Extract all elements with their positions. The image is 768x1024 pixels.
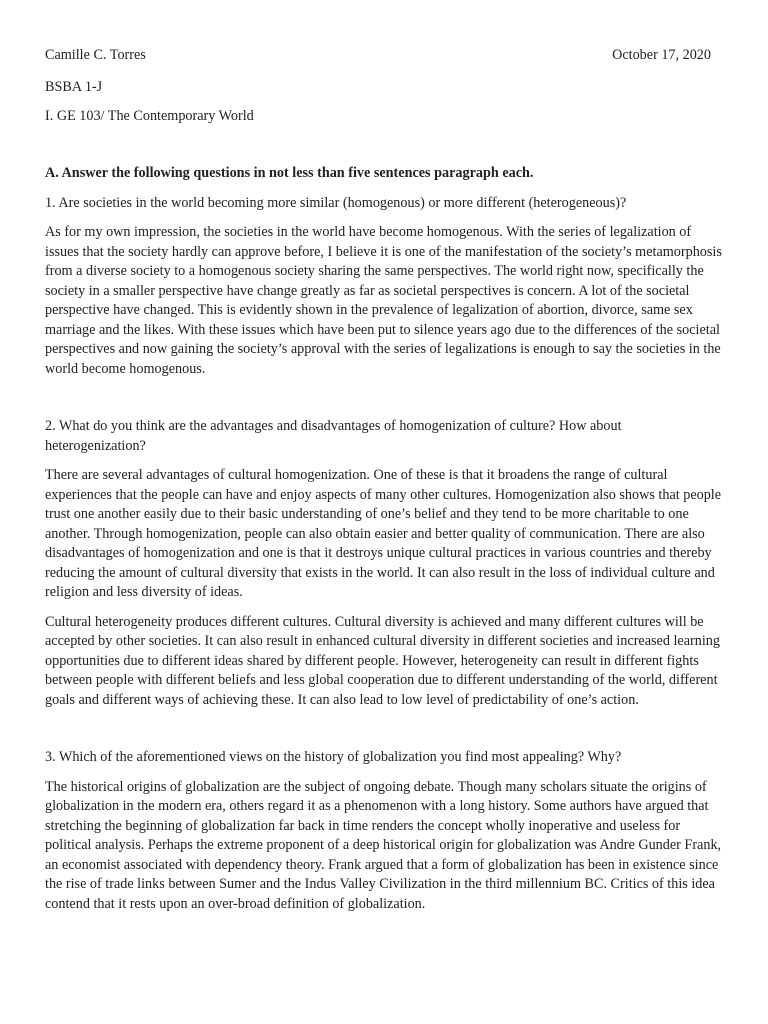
question-2: 2. What do you think are the advantages and disadvantages of homogenization of culture? How about heterogenization?	[45, 418, 622, 454]
spacer	[45, 389, 725, 417]
spacer	[45, 720, 725, 748]
question-1: 1. Are societies in the world becoming more similar (homogenous) or more different (heterogeneous)?	[45, 194, 627, 211]
instruction-heading: A. Answer the following questions in not less than five sentences paragraph each.	[45, 165, 534, 181]
question-3: 3. Which of the aforementioned views on the history of globalization you find most appealing? Why?	[45, 749, 622, 765]
document-body	[45, 164, 725, 924]
document-date: October 17, 2020	[612, 47, 711, 63]
section-label: BSBA 1-J	[45, 79, 103, 95]
header-row	[45, 46, 723, 66]
answer-2-paragraph-1: There are several advantages of cultural homogenization. One of these is that it broadens the range of cultural experiences that the people can have and enjoy aspects of many other cultures. Homogenization also shows that people trust one another easily due to their basic understanding of one’s belief and they tend to be more charitable to one another. Through homogenization, people can also obtain easier and better quality of communication. There are also disadvantages of homogenization and one is that it destroys unique cultural practices in various countries and thereby reducing the amount of cultural diversity that exists in the world. It can also result in the loss of individual culture and religion and less diversity of ideas.	[45, 467, 722, 600]
author-name: Camille C. Torres	[45, 47, 146, 63]
answer-3-paragraph-1: The historical origins of globalization are the subject of ongoing debate. Though many scholars situate the origins of globalization in the modern era, others regard it as a phenomenon with a long history. Some authors have argued that stretching the beginning of globalization far back in time renders the concept wholly inoperative and useless for political analysis. Perhaps the extreme proponent of a deep historical origin for globalization was Andre Gunder Frank, an economist associated with dependency theory. Frank argued that a form of globalization has been in existence since the rise of trade links between Sumer and the Indus Valley Civilization in the third millennium BC. Critics of this idea contend that it rests upon an over-broad definition of globalization.	[45, 778, 722, 912]
answer-2-paragraph-2: Cultural heterogeneity produces different cultures. Cultural diversity is achieved and many different cultures will be accepted by other societies. It can also result in enhanced cultural diversity in different societies and increased learning opportunities due to different ideas shared by different people. However, heterogeneity can result in different fights between people with different beliefs and less global cooperation due to different understanding of the world, different goals and different ways of achieving these. It can also lead to low level of predictability of one’s action.	[45, 613, 720, 708]
course-label: I. GE 103/ The Contemporary World	[45, 108, 254, 124]
answer-1-paragraph-1: As for my own impression, the societies in the world have become homogenous. With the series of legalization of issues that the society hardly can approve before, I believe it is one of the manifestation of the society’s metamorphosis from a diverse society to a homogenous society sharing the same perspectives. The world right now, specifically the society in a smaller perspective have change greatly as far as societal perspectives is concern. A lot of the societal perspective have changed. This is evidently shown in the prevalence of legalization of abortion, divorce, same sex marriage and the likes. With these issues which have been put to silence years ago due to the differences of the societal perspectives and now gaining the society’s approval with the series of legalizations is enough to say the societies in the world become homogenous.	[45, 224, 722, 377]
